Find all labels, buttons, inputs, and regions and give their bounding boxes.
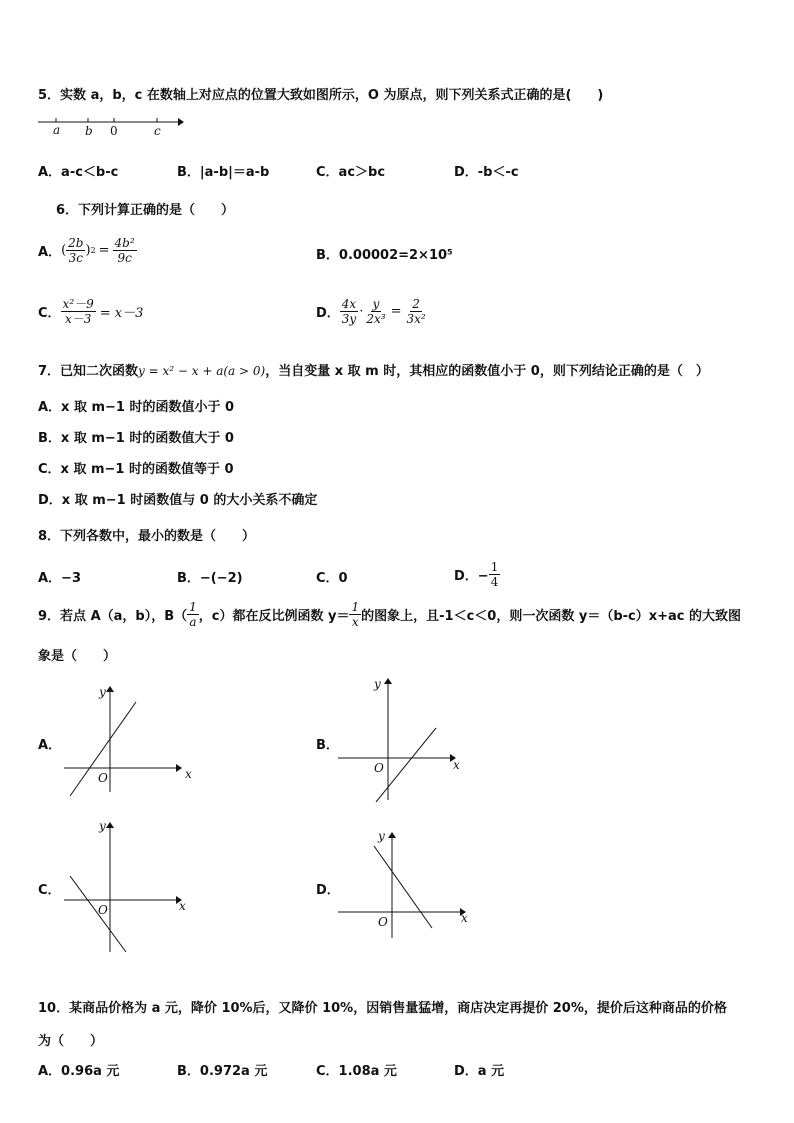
q10-stem: 10．某商品价格为 a 元，降价 10%后，又降价 10%，因销售量猛增，商店决定再提价 20%，提价后这种商品的价格 (38, 1001, 727, 1016)
q9-graph-d[interactable] (332, 826, 472, 946)
q9-option-c-label[interactable]: C． (38, 883, 61, 898)
q9-graph-c-y: y (99, 819, 106, 833)
q8-option-d[interactable]: D．− $\frac{1}{4}$ (454, 560, 499, 589)
q9-graph-c-x: x (179, 899, 186, 913)
q5-axis-a: a (53, 123, 61, 137)
q9-graph-a[interactable] (58, 680, 198, 800)
q9-option-d-label[interactable]: D． (316, 883, 340, 898)
q5-option-d[interactable]: D．-b＜-c (454, 165, 519, 180)
q9-stem-cont: 象是（ ） (38, 649, 117, 664)
q5-number-line (36, 112, 186, 138)
q10-option-c[interactable]: C．1.08a 元 (316, 1064, 397, 1079)
q10-option-b[interactable]: B．0.972a 元 (177, 1064, 268, 1079)
q9-graph-a-o: O (98, 771, 108, 785)
q8-option-a[interactable]: A．−3 (38, 571, 81, 586)
q9-graph-b-x: x (453, 758, 460, 772)
q9-graph-c[interactable] (58, 816, 198, 956)
q7-option-c[interactable]: C．x 取 m−1 时的函数值等于 0 (38, 462, 234, 477)
q6-option-b[interactable]: B．0.00002=2×10⁵ (316, 248, 453, 263)
q5-option-b[interactable]: B．|a-b|＝a-b (177, 165, 270, 180)
q10-option-d[interactable]: D．a 元 (454, 1064, 505, 1079)
q7-option-a[interactable]: A．x 取 m−1 时的函数值小于 0 (38, 400, 235, 415)
q6-option-c[interactable]: C． $\frac{\text{x²－9}}{x-3}$ = x－3 (38, 297, 144, 326)
q9-option-b-label[interactable]: B． (316, 738, 339, 753)
q7-stem: 7．已知二次函数y = x² − x + a(a > 0)，当自变量 x 取 m 时，其相应的函数值小于 0，则下列结论正确的是（ ） (38, 364, 709, 379)
q5-axis-b: b (85, 124, 93, 138)
q9-graph-b-line (376, 728, 436, 802)
q9-graph-c-o: O (98, 903, 108, 917)
q9-graph-a-x: x (185, 767, 192, 781)
q9-graph-b-y: y (374, 677, 381, 691)
q5-option-a[interactable]: A．a-c＜b-c (38, 165, 119, 180)
q6-option-d[interactable]: D． $\frac{4x}{3y}$ · $\frac{y}{\text{2x³}}$ = $\frac{2}{\text{3x²}}$ (316, 297, 426, 326)
q9-graph-d-x: x (461, 911, 468, 925)
q10-option-a[interactable]: A．0.96a 元 (38, 1064, 120, 1079)
q9-option-a-label[interactable]: A． (38, 738, 62, 753)
q6-stem: 6．下列计算正确的是（ ） (56, 203, 235, 218)
q5-axis-zero: 0 (110, 124, 118, 138)
q9-graph-b[interactable] (332, 672, 472, 807)
q10-stem-cont: 为（ ） (38, 1034, 104, 1049)
q8-option-c[interactable]: C．0 (316, 571, 348, 586)
q8-stem: 8．下列各数中，最小的数是（ ） (38, 529, 256, 544)
q7-option-b[interactable]: B．x 取 m−1 时的函数值大于 0 (38, 431, 234, 446)
q9-graph-d-y: y (378, 829, 385, 843)
q5-option-c[interactable]: C．ac＞bc (316, 165, 386, 180)
q9-stem: 9．若点 A（a，b），B（ $\frac{1}{a}$ ，c）都在反比例函数 y＝ $\frac{1}{x}$ 的图象上，且-1＜c＜0，则一次函数 y＝（b-c）x+ac 的大致图 (38, 600, 742, 629)
q7-option-d[interactable]: D．x 取 m−1 时函数值与 0 的大小关系不确定 (38, 493, 318, 508)
q5-axis-c: c (154, 124, 161, 138)
q5-stem: 5．实数 a，b，c 在数轴上对应点的位置大致如图所示，O 为原点，则下列关系式正确的是( ) (38, 88, 604, 103)
q6-option-a[interactable]: A． ( $\frac{2b}{3c}$ ) 2 = $\frac{\text{4b²}}{9c}$ (38, 236, 135, 265)
q9-graph-d-o: O (378, 915, 388, 929)
q8-option-b[interactable]: B．−(−2) (177, 571, 243, 586)
q9-graph-a-y: y (99, 685, 106, 699)
q9-graph-b-o: O (374, 761, 384, 775)
